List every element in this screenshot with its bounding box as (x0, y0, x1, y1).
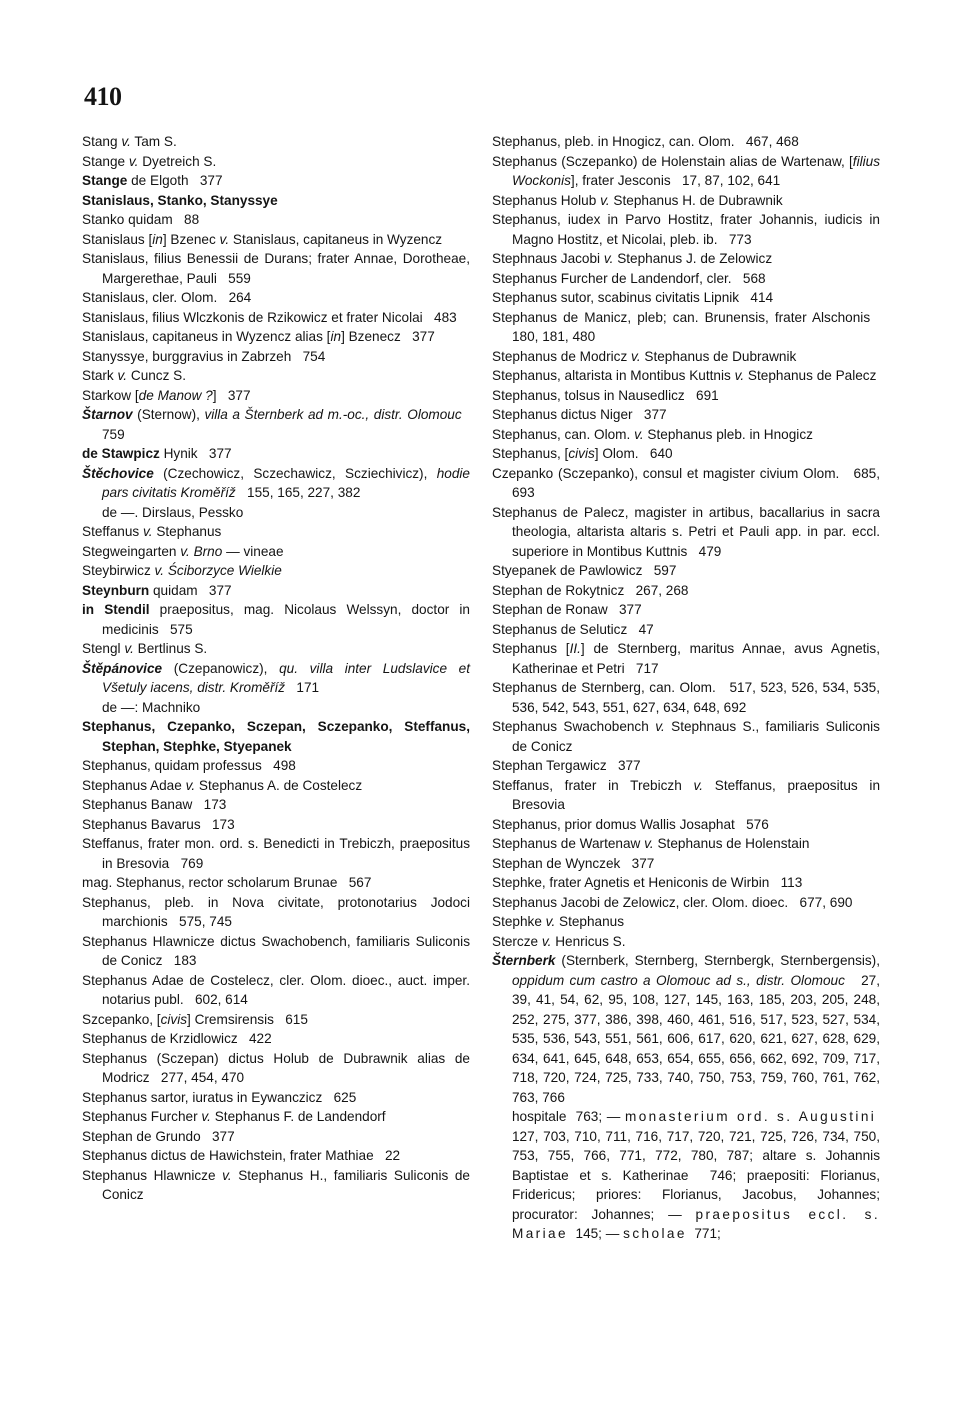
index-entry: Czepanko (Sczepanko), consul et magister civium Olom. 685, 693 (492, 465, 880, 500)
index-entry: Stephanus de Wartenaw v. Stephanus de Holenstain (492, 836, 810, 851)
index-entry: hospitale 763; — monasterium ord. s. Augustini 127, 703, 710, 711, 716, 717, 720, 721, 725, 726, 734, 750, 753, 755, 766, 771, 772, 780, 787; altare s. Johannis Baptistae et s. Katherinae 746; praepositi: Florianus, Fridericus; priores: Florianus, Jacobus, Johannes; procurator: Johannes; — praepositus eccl. s. Mariae 145; — scholae 771; (512, 1109, 881, 1241)
index-entry: Stephanus Hlawnicze dictus Swachobench, familiaris Suliconis de Conicz 183 (82, 933, 470, 968)
index-entry: Stanislaus, capitaneus in Wyzencz alias [in] Bzenecz 377 (82, 329, 435, 344)
index-entry: Starkow [de Manow ?] 377 (82, 387, 251, 403)
index-entry: Stephan de Ronaw 377 (492, 602, 642, 617)
index-entry: de —. Dirslaus, Pessko (102, 504, 244, 520)
index-entry: Stephanus de Palecz, magister in artibus, bacallarius in sacra theologia, altarista altaris s. Petri et Pauli app. in par. eccl. superiore in Montibus Kuttnis 479 (492, 504, 880, 559)
index-entry: Stephanus, Czepanko, Sczepan, Sczepanko, Steffanus, Stephan, Stephke, Styepanek (82, 719, 470, 754)
index-entry: Stephanus Bavarus 173 (82, 816, 235, 832)
index-entry: Stanko quidam 88 (82, 212, 200, 227)
index-entry: Stephan de Wynczek 377 (492, 855, 655, 871)
index-entry: Stephanus, altarista in Montibus Kuttnis v. Stephanus de Palecz (492, 368, 877, 383)
right-column (492, 132, 880, 1244)
index-entry: Stephanus de Seluticz 47 (492, 621, 654, 637)
index-entry: Stephnaus Jacobi v. Stephanus J. de Zelowicz (492, 251, 773, 266)
index-entry: Stanislaus [in] Bzenec v. Stanislaus, capitaneus in Wyzencz (82, 231, 443, 247)
index-entry: in Stendil praepositus, mag. Nicolaus Welssyn, doctor in medicinis 575 (82, 602, 470, 637)
index-entry: Stanislaus, Stanko, Stanyssye (82, 192, 278, 208)
index-entry: Stephan de Rokytnicz 267, 268 (492, 582, 689, 598)
index-entry: mag. Stephanus, rector scholarum Brunae 567 (82, 875, 372, 890)
index-entry: Stanislaus, filius Benessii de Durans; frater Annae, Dorotheae, Margerethae, Pauli 559 (82, 251, 470, 286)
index-entry: Steffanus, frater mon. ord. s. Benedicti in Trebiczh, praepositus in Bresovia 769 (82, 836, 470, 871)
index-entry: Styepanek de Pawlowicz 597 (492, 563, 677, 578)
index-entry: Stephanus dictus de Hawichstein, frater Mathiae 22 (82, 1148, 401, 1163)
index-entry: Steynburn quidam 377 (82, 582, 232, 598)
index-entry: Steffanus v. Stephanus (82, 524, 222, 539)
index-entry: Steffanus, frater in Trebiczh v. Steffanus, praepositus in Bresovia (492, 777, 881, 812)
index-entry: Stephanus de Krzidlowicz 422 (82, 1031, 272, 1046)
index-entry: Stephanus Hlawnicze v. Stephanus H., familiaris Suliconis de Conicz (82, 1167, 470, 1202)
index-entry: Stephanus Holub v. Stephanus H. de Dubrawnik (492, 192, 783, 208)
index-entry: Stephan de Grundo 377 (82, 1128, 235, 1144)
index-entry: Stephanus dictus Niger 377 (492, 407, 667, 422)
index-entry: Stark v. Cuncz S. (82, 368, 187, 383)
index-entry: Stegweingarten v. Brno — vineae (82, 543, 284, 559)
index-entry: Stanyssye, burggravius in Zabrzeh 754 (82, 348, 326, 364)
index-entry: Stephke v. Stephanus (492, 914, 625, 929)
index-entry: Steybirwicz v. Ściborzyce Wielkie (82, 563, 282, 578)
index-entry: Stephanus, pleb. in Hnogicz, can. Olom. 467, 468 (492, 134, 799, 149)
index-entry: Stephanus Furcher v. Stephanus F. de Landendorf (82, 1109, 386, 1124)
index-entry: Stephanus [II.] de Sternberg, maritus Annae, avus Agnetis, Katherinae et Petri 717 (492, 641, 881, 676)
index-entry: Stephanus Furcher de Landendorf, cler. 568 (492, 270, 766, 286)
index-entry: Stephanus Adae v. Stephanus A. de Costelecz (82, 777, 363, 793)
index-entry: Stange de Elgoth 377 (82, 173, 223, 188)
index-entry: Stephke, frater Agnetis et Heniconis de Wirbin 113 (492, 875, 803, 890)
index-entry: Stephan Tergawicz 377 (492, 758, 641, 773)
index-entry: Stephanus de Modricz v. Stephanus de Dubrawnik (492, 348, 797, 364)
index-entry: Szcepanko, [civis] Cremsirensis 615 (82, 1011, 308, 1027)
index-entry: de Stawpicz Hynik 377 (82, 446, 232, 461)
index-entry: Stephanus, [civis] Olom. 640 (492, 446, 673, 461)
index-entry: Stephanus, pleb. in Nova civitate, protonotarius Jodoci marchionis 575, 745 (82, 894, 470, 929)
index-entry: Stephanus sartor, iuratus in Eywanczicz 625 (82, 1089, 357, 1105)
index-entry: Stanislaus, cler. Olom. 264 (82, 290, 252, 305)
index-entry: Stephanus, tolsus in Nausedlicz 691 (492, 387, 719, 403)
index-entry: Stephanus, prior domus Wallis Josaphat 576 (492, 816, 769, 832)
index-entry: Stephanus, quidam professus 498 (82, 758, 296, 773)
index-entry: Stanislaus, filius Wlczkonis de Rzikowicz et frater Nicolai 483 (82, 309, 457, 325)
index-entry: Stephanus de Sternberg, can. Olom. 517, 523, 526, 534, 535, 536, 542, 543, 551, 627, 634, 648, 692 (492, 680, 880, 715)
page-number: 410 (84, 82, 122, 111)
index-entry: Stephanus Banaw 173 (82, 797, 227, 812)
index-entry: de —: Machniko (102, 699, 201, 715)
index-entry: Šternberk (Sternberk, Sternberg, Sternbergk, Sternbergensis), oppidum cum castro a Olomouc ad s., distr. Olomouc 27, 39, 41, 54, 62, 95, 108, 127, 145, 163, 185, 203, 205, 248, 252, 275, 377, 386, 398, 460, 461, 516, 517, 523, 527, 534, 535, 536, 543, 551, 561, 606, 617, 620, 621, 627, 628, 629, 634, 641, 645, 648, 653, 654, 655, 656, 662, 692, 709, 717, 718, 720, 724, 725, 733, 740, 750, 753, 759, 760, 761, 762, 763, 766 (492, 953, 880, 1105)
left-column (82, 132, 470, 1205)
index-entry: Stephanus, iudex in Parvo Hostitz, frater Johannis, iudicis in Magno Hostitz, et Nicolai, pleb. ib. 773 (492, 212, 880, 247)
index-entry: Stang v. Tam S. (82, 134, 177, 149)
index-entry: Štěchovice (Czechowicz, Sczechawicz, Scziechivicz), hodie pars civitatis Kroměříž 155, 165, 227, 382 (82, 465, 470, 500)
index-entry: Stephanus (Sczepan) dictus Holub de Dubrawnik alias de Modricz 277, 454, 470 (82, 1050, 470, 1085)
index-entry: Štarnov (Sternow), villa a Šternberk ad m.-oc., distr. Olomouc 759 (82, 407, 470, 442)
index-entry: Stercze v. Henricus S. (492, 933, 626, 949)
index-entry: Stephanus Jacobi de Zelowicz, cler. Olom. dioec. 677, 690 (492, 894, 853, 910)
index-entry: Stengl v. Bertlinus S. (82, 641, 208, 656)
index-entry: Stange v. Dyetreich S. (82, 153, 217, 169)
index-entry: Stephanus Adae de Costelecz, cler. Olom. dioec., auct. imper. notarius publ. 602, 614 (82, 972, 470, 1007)
index-entry: Stephanus Swachobench v. Stephnaus S., familiaris Suliconis de Conicz (492, 719, 880, 754)
index-entry: Stephanus (Sczepanko) de Holenstain alias de Wartenaw, [filius Wockonis], frater Jesconis 17, 87, 102, 641 (492, 153, 880, 188)
index-entry: Stephanus sutor, scabinus civitatis Lipnik 414 (492, 290, 774, 305)
index-entry: Štěpánovice (Czepanowicz), qu. villa inter Ludslavice et Všetuly iacens, distr. Kroměříž 171 (82, 660, 471, 695)
index-entry: Stephanus de Manicz, pleb; can. Brunensis, frater Alschonis 180, 181, 480 (492, 309, 880, 344)
index-entry: Stephanus, can. Olom. v. Stephanus pleb. in Hnogicz (492, 426, 813, 442)
